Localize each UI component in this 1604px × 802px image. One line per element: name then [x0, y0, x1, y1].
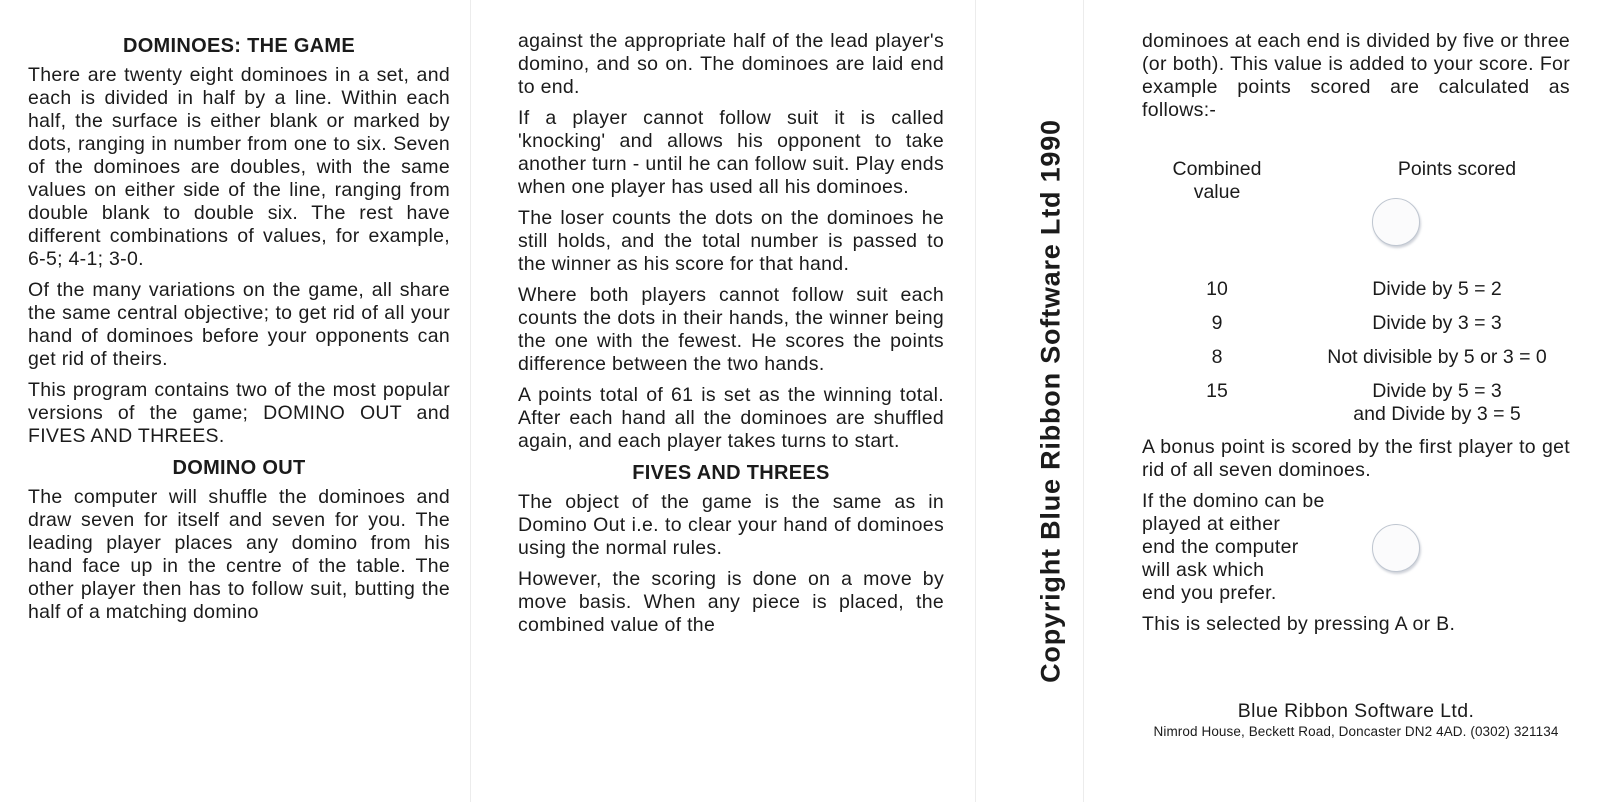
combined-value: 15 — [1206, 380, 1228, 402]
points-scored: Divide by 5 = 3 — [1372, 380, 1502, 402]
either-line: If the domino can be — [1142, 490, 1325, 512]
paragraph: If a player cannot follow suit it is called 'knocking' and allows his opponent to take another turn - until he can follow suit. Play ends when one player has used all his dominoes. — [518, 107, 944, 198]
combined-value: 10 — [1206, 278, 1228, 300]
table-header-combined-value — [1142, 158, 1292, 204]
points-scored: and Divide by 3 = 5 — [1353, 403, 1521, 425]
paragraph-bonus: A bonus point is scored by the first player to get rid of all seven dominoes. — [1142, 436, 1570, 481]
company-address: Nimrod House, Beckett Road, Doncaster DN2 4AD. (0302) 321134 — [1153, 724, 1559, 739]
paragraph: However, the scoring is done on a move by move basis. When any piece is placed, the combined value of the — [518, 568, 944, 636]
header-line: value — [1193, 181, 1241, 203]
paragraph: The object of the game is the same as in Domino Out i.e. to clear your hand of dominoes using the normal rules. — [518, 491, 944, 559]
heading-fives-and-threes: FIVES AND THREES — [632, 462, 830, 484]
panel-rules-continued — [480, 0, 994, 802]
table-header-points-scored: Points scored — [1397, 158, 1517, 180]
panel-scoring — [1108, 0, 1604, 802]
panel-dominoes-game — [0, 0, 480, 802]
paragraph: The computer will shuffle the dominoes and draw seven for itself and seven for you. The leading player places any domino from his hand face up in the centre of the table. The other player then has to follow suit, butting the half of a matching domino — [28, 486, 450, 623]
either-end-note — [1142, 490, 1570, 605]
company-name: Blue Ribbon Software Ltd. — [1237, 700, 1475, 722]
paragraph: against the appropriate half of the lead player's domino, and so on. The dominoes are laid end to end. — [518, 30, 944, 98]
points-scored: Divide by 5 = 2 — [1372, 278, 1502, 300]
paragraph-select: This is selected by pressing A or B. — [1142, 613, 1456, 635]
paragraph: dominoes at each end is divided by five or three (or both). This value is added to your score. For example points scored are calculated as follows:- — [1142, 30, 1570, 121]
either-line: end the computer — [1142, 536, 1299, 558]
scoring-table — [1142, 158, 1570, 436]
either-line: end you prefer. — [1142, 582, 1277, 604]
paragraph: A points total of 61 is set as the winning total. After each hand all the dominoes are shuffled again, and each player takes turns to start. — [518, 384, 944, 452]
either-line: played at either — [1142, 513, 1281, 535]
punch-hole-icon — [1372, 198, 1420, 246]
combined-value: 9 — [1211, 312, 1223, 334]
combined-value: 8 — [1211, 346, 1223, 368]
either-line: will ask which — [1142, 559, 1265, 581]
punch-hole-icon — [1372, 524, 1420, 572]
spine — [994, 0, 1108, 802]
copyright-text: Copyright Blue Ribbon Software Ltd 1990 — [1035, 119, 1066, 683]
paragraph: Where both players cannot follow suit each counts the dots in their hands, the winner being the one with the fewest. He scores the points difference between the two hands. — [518, 284, 944, 375]
paragraph: Of the many variations on the game, all share the same central objective; to get rid of all your hand of dominoes before your opponents can get rid of theirs. — [28, 279, 450, 370]
points-scored: Not divisible by 5 or 3 = 0 — [1327, 346, 1547, 368]
paragraph: There are twenty eight dominoes in a set, and each is divided in half by a line. Within each half, the surface is either blank or marked by dots, ranging in number from one to six. Seven of the dominoes are doubles, with the same values on either side of the line, ranging from double blank to double six. The rest have different combinations of values, for example, 6-5; 4-1; 3-0. — [28, 64, 450, 270]
header-line: Combined — [1172, 158, 1262, 180]
heading-dominoes-the-game: DOMINOES: THE GAME — [122, 35, 356, 57]
heading-domino-out: DOMINO OUT — [172, 457, 306, 479]
paragraph: The loser counts the dots on the dominoes he still holds, and the total number is passed to the winner as his score for that hand. — [518, 207, 944, 275]
points-scored: Divide by 3 = 3 — [1372, 312, 1502, 334]
paragraph: This program contains two of the most popular versions of the game; DOMINO OUT and FIVES AND THREES. — [28, 379, 450, 447]
